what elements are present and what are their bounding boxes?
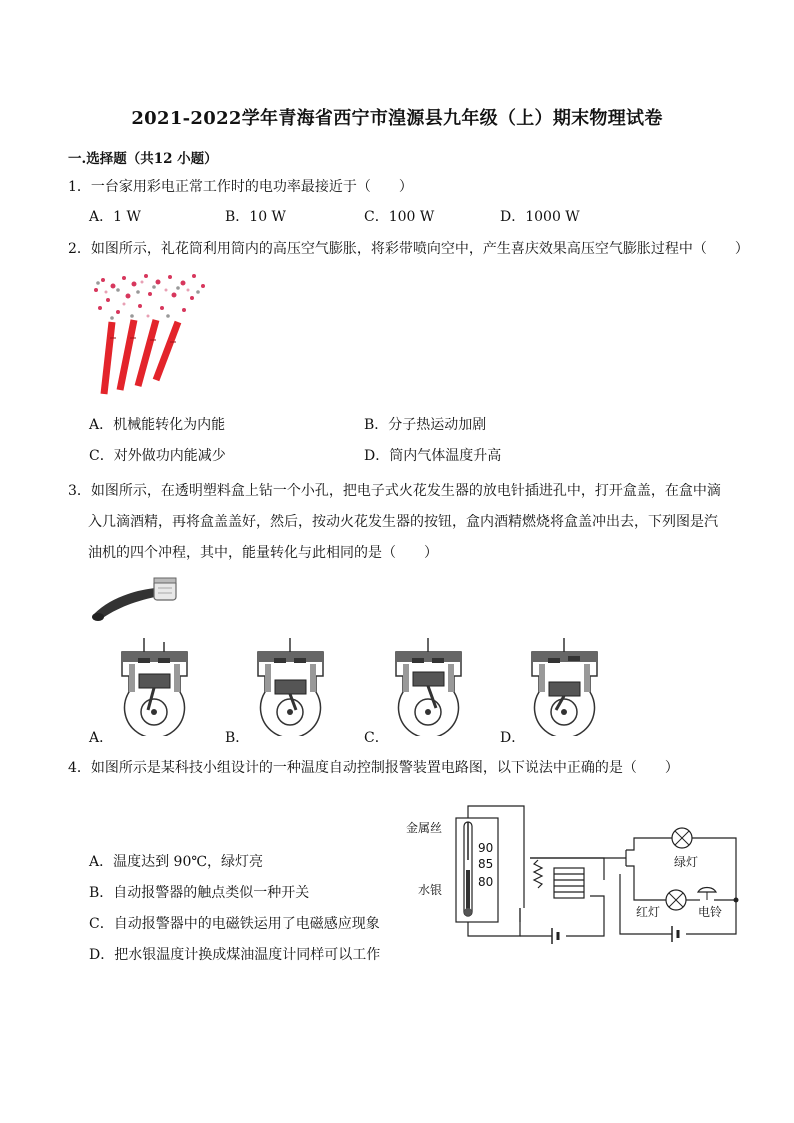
q4-option-c: C．自动报警器中的电磁铁运用了电磁感应现象 <box>89 916 380 932</box>
page-title: 2021-2022学年青海省西宁市湟源县九年级（上）期末物理试卷 <box>131 108 663 129</box>
q2-option-b: B．分子热运动加剧 <box>364 417 487 433</box>
q3-option-a: A． <box>89 730 114 746</box>
question-4-stem: 4．如图所示是某科技小组设计的一种温度自动控制报警装置电路图，以下说法中正确的是（ ） <box>68 760 679 776</box>
mercury-column <box>466 870 470 914</box>
spark-generator-figure <box>90 570 190 622</box>
tick-80: 80 <box>478 875 494 889</box>
engine-stroke-d-figure <box>522 636 607 736</box>
label-bell: 电铃 <box>698 905 723 919</box>
q4-option-d: D．把水银温度计换成煤油温度计同样可以工作 <box>89 947 381 963</box>
label-green-lamp: 绿灯 <box>674 855 699 869</box>
q4-option-a: A．温度达到 90℃，绿灯亮 <box>89 854 264 870</box>
alarm-circuit-figure <box>404 800 744 950</box>
tick-90: 90 <box>478 841 494 855</box>
q3-option-b: B． <box>225 730 250 746</box>
q3-line-1: 3．如图所示，在透明塑料盒上钻一个小孔，把电子式火花发生器的放电针插进孔中，打开盒盖，在盒中滴 <box>68 483 721 499</box>
red-lamp-icon <box>666 890 686 910</box>
q2-option-c: C．对外做功内能减少 <box>89 448 226 464</box>
section-heading: 一.选择题（共12 小题） <box>68 151 218 167</box>
label-metal-wire: 金属丝 <box>406 821 443 835</box>
q3-option-d: D． <box>500 730 526 746</box>
label-red-lamp: 红灯 <box>636 905 661 919</box>
question-2-stem: 2．如图所示，礼花筒利用筒内的高压空气膨胀，将彩带喷向空中，产生喜庆效果高压空气膨胀过程中（ ） <box>68 241 749 257</box>
q1-option-b: B．10 W <box>225 209 286 225</box>
q1-option-c: C．100 W <box>364 209 435 225</box>
q1-option-d: D．1000 W <box>500 209 580 225</box>
q3-line-3: 油机的四个冲程，其中，能量转化与此相同的是（ ） <box>88 545 438 561</box>
q2-option-a: A．机械能转化为内能 <box>89 417 226 433</box>
label-mercury: 水银 <box>418 883 443 897</box>
q1-option-a: A．1 W <box>89 209 141 225</box>
green-lamp-icon <box>672 828 692 848</box>
question-1-stem: 1．一台家用彩电正常工作时的电功率最接近于（ ） <box>68 179 413 195</box>
engine-stroke-c-figure <box>386 636 471 736</box>
q3-line-2: 入几滴酒精，再将盒盖盖好，然后，按动火花发生器的按钮，盒内酒精燃烧将盒盖冲出去，下列图是汽 <box>88 514 718 530</box>
engine-stroke-a-figure <box>112 636 197 736</box>
bell-icon <box>698 887 716 900</box>
q2-option-d: D．筒内气体温度升高 <box>364 448 502 464</box>
party-popper-figure <box>88 268 218 398</box>
question-3-stem <box>68 476 728 569</box>
q3-option-c: C． <box>364 730 389 746</box>
q4-option-b: B．自动报警器的触点类似一种开关 <box>89 885 310 901</box>
tick-85: 85 <box>478 857 494 871</box>
engine-stroke-b-figure <box>248 636 333 736</box>
